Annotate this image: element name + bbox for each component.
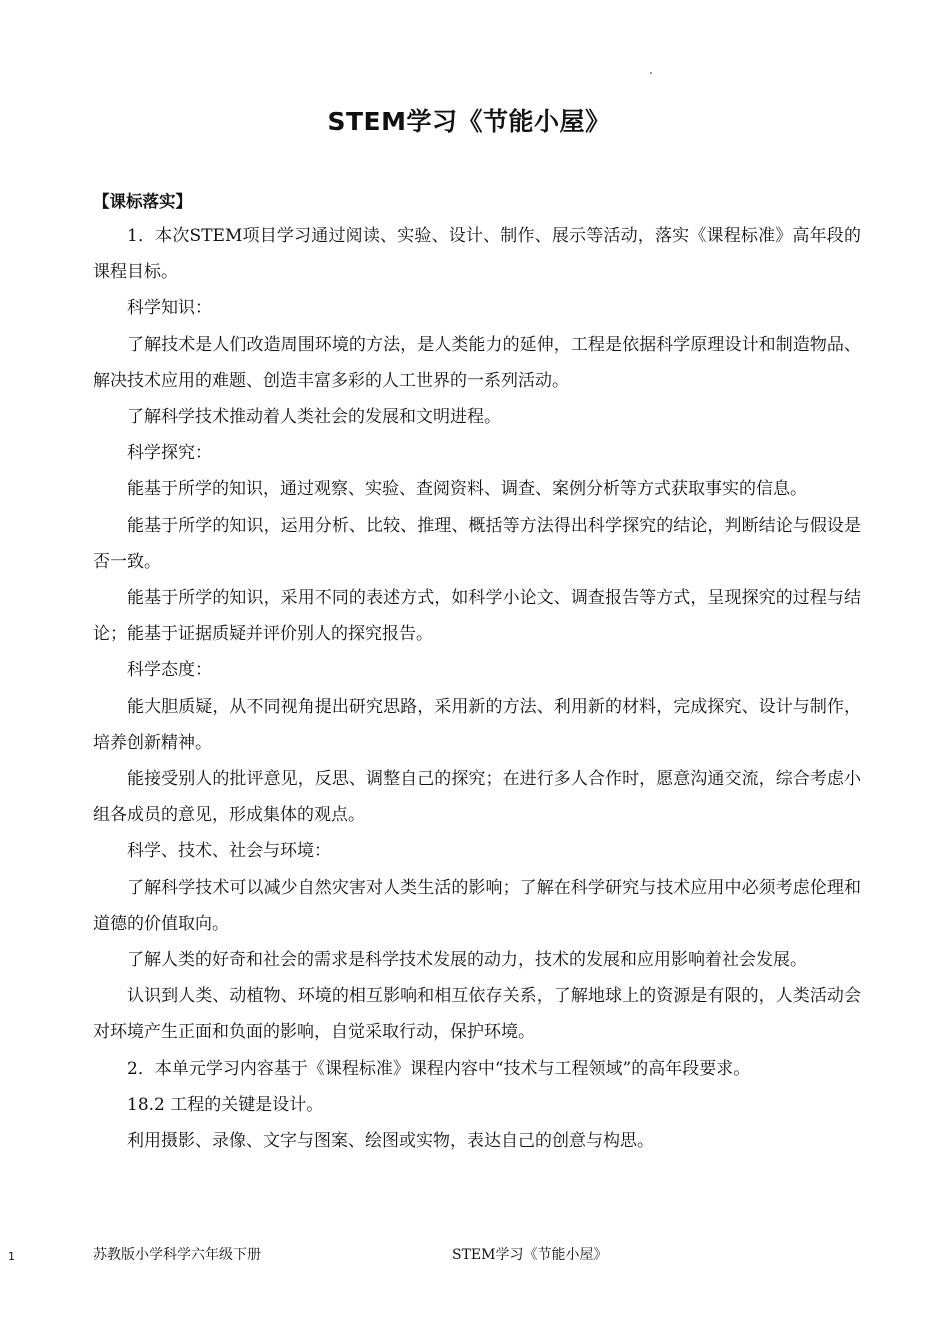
paragraph: 1．本次STEM项目学习通过阅读、实验、设计、制作、展示等活动，落实《课程标准》高年段的课程目标。 bbox=[93, 226, 861, 283]
document-title: STEM学习《节能小屋》 bbox=[327, 107, 611, 136]
body-content bbox=[93, 218, 861, 1159]
footer-book-title: 苏教版小学科学六年级下册 bbox=[93, 1247, 261, 1263]
paragraph: 2．本单元学习内容基于《课程标准》课程内容中“技术与工程领域”的高年段要求。 bbox=[127, 1058, 751, 1079]
paragraph: 能基于所学的知识，运用分析、比较、推理、概括等方法得出科学探究的结论，判断结论与假设是否一致。 bbox=[93, 515, 861, 572]
paragraph: 科学知识： bbox=[127, 298, 212, 319]
paragraph: 科学探究： bbox=[127, 443, 212, 464]
paragraph: 了解科学技术可以减少自然灾害对人类生活的影响；了解在科学研究与技术应用中必须考虑伦理和道德的价值取向。 bbox=[93, 877, 861, 934]
paragraph: 科学态度： bbox=[127, 660, 212, 681]
paragraph: 利用摄影、录像、文字与图案、绘图或实物，表达自己的创意与构思。 bbox=[127, 1131, 654, 1152]
paragraph: 科学、技术、社会与环境： bbox=[127, 841, 331, 862]
paragraph: 了解技术是人们改造周围环境的方法，是人类能力的延伸，工程是依据科学原理设计和制造物品、解决技术应用的难题、创造丰富多彩的人工世界的一系列活动。 bbox=[93, 334, 861, 391]
footer-lesson-title: STEM学习《节能小屋》 bbox=[452, 1247, 608, 1263]
paragraph: 认识到人类、动植物、环境的相互影响和相互依存关系，了解地球上的资源是有限的，人类活动会对环境产生正面和负面的影响，自觉采取行动，保护环境。 bbox=[93, 986, 861, 1043]
section-heading: 【课标落实】 bbox=[93, 192, 192, 211]
paragraph: 能大胆质疑，从不同视角提出研究思路，采用新的方法、利用新的材料，完成探究、设计与制作，培养创新精神。 bbox=[93, 696, 861, 753]
paragraph: 18.2 工程的关键是设计。 bbox=[127, 1094, 324, 1115]
paragraph: 了解人类的好奇和社会的需求是科学技术发展的动力，技术的发展和应用影响着社会发展。 bbox=[127, 950, 807, 971]
paragraph: 能接受别人的批评意见，反思、调整自己的探究；在进行多人合作时，愿意沟通交流，综合考虑小组各成员的意见，形成集体的观点。 bbox=[93, 769, 861, 826]
paragraph: 能基于所学的知识，采用不同的表述方式，如科学小论文、调查报告等方式，呈现探究的过程与结论；能基于证据质疑并评价别人的探究报告。 bbox=[93, 588, 861, 645]
scan-dot bbox=[650, 72, 652, 74]
paragraph: 能基于所学的知识，通过观察、实验、查阅资料、调查、案例分析等方式获取事实的信息。 bbox=[127, 479, 807, 500]
paragraph: 了解科学技术推动着人类社会的发展和文明进程。 bbox=[127, 407, 501, 428]
page-number: 1 bbox=[8, 1250, 15, 1263]
